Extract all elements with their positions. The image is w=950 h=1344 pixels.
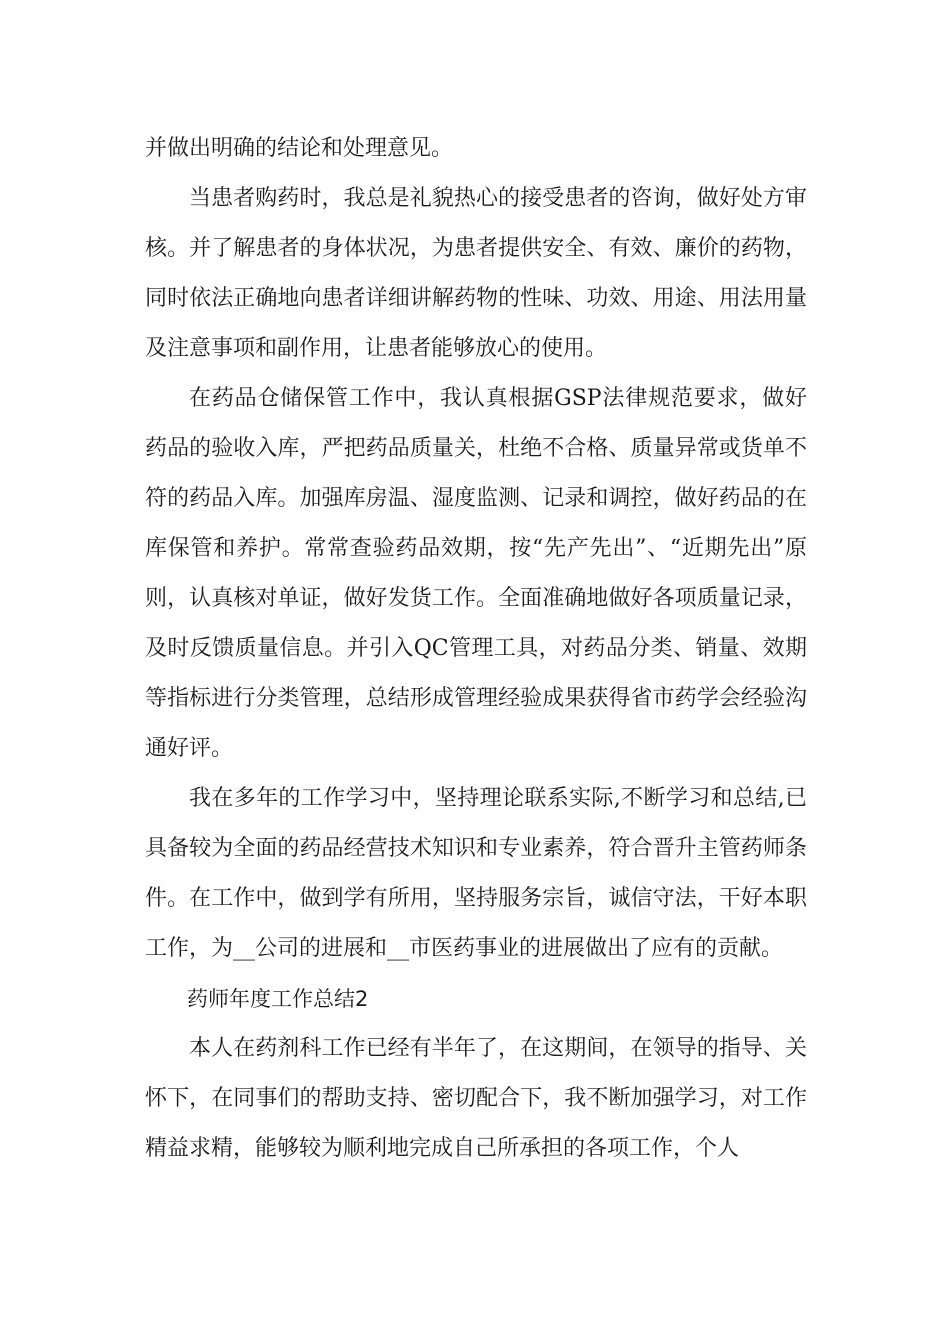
- paragraph-professional-summary: 我在多年的工作学习中，坚持理论联系实际,不断学习和总结,已具备较为全面的药品经营技术知识和专业素养，符合晋升主管药师条件。在工作中，做到学有所用，坚持服务宗旨，诚信守法，干好本职工作，为__公司的进展和__市医药事业的进展做出了应有的贡献。: [145, 786, 807, 961]
- section-heading: 药师年度工作总结2: [187, 987, 369, 1011]
- paragraph-storage-management: 在药品仓储保管工作中，我认真根据GSP法律规范要求，做好药品的验收入库，严把药品质量关，杜绝不合格、质量异常或货单不符的药品入库。加强库房温、湿度监测、记录和调控，做好药品的在库保管和养护。常常查验药品效期，按“先产先出”、“近期先出”原则，认真核对单证，做好发货工作。全面准确地做好各项质量记录，及时反馈质量信息。并引入QC管理工具，对药品分类、销量、效期等指标进行分类管理，总结形成管理经验成果获得省市药学会经验沟通好评。: [145, 386, 807, 761]
- paragraph-second-summary: 本人在药剂科工作已经有半年了，在这期间，在领导的指导、关怀下，在同事们的帮助支持、密切配合下，我不断加强学习，对工作精益求精，能够较为顺利地完成自己所承担的各项工作，个人: [145, 1036, 807, 1161]
- document-body: [145, 124, 807, 1174]
- paragraph-continuation: 并做出明确的结论和处理意见。: [145, 136, 454, 161]
- paragraph-patient-consultation: 当患者购药时，我总是礼貌热心的接受患者的咨询，做好处方审核。并了解患者的身体状况，为患者提供安全、有效、廉价的药物，同时依法正确地向患者详细讲解药物的性味、功效、用途、用法用量及注意事项和副作用，让患者能够放心的使用。: [145, 186, 807, 361]
